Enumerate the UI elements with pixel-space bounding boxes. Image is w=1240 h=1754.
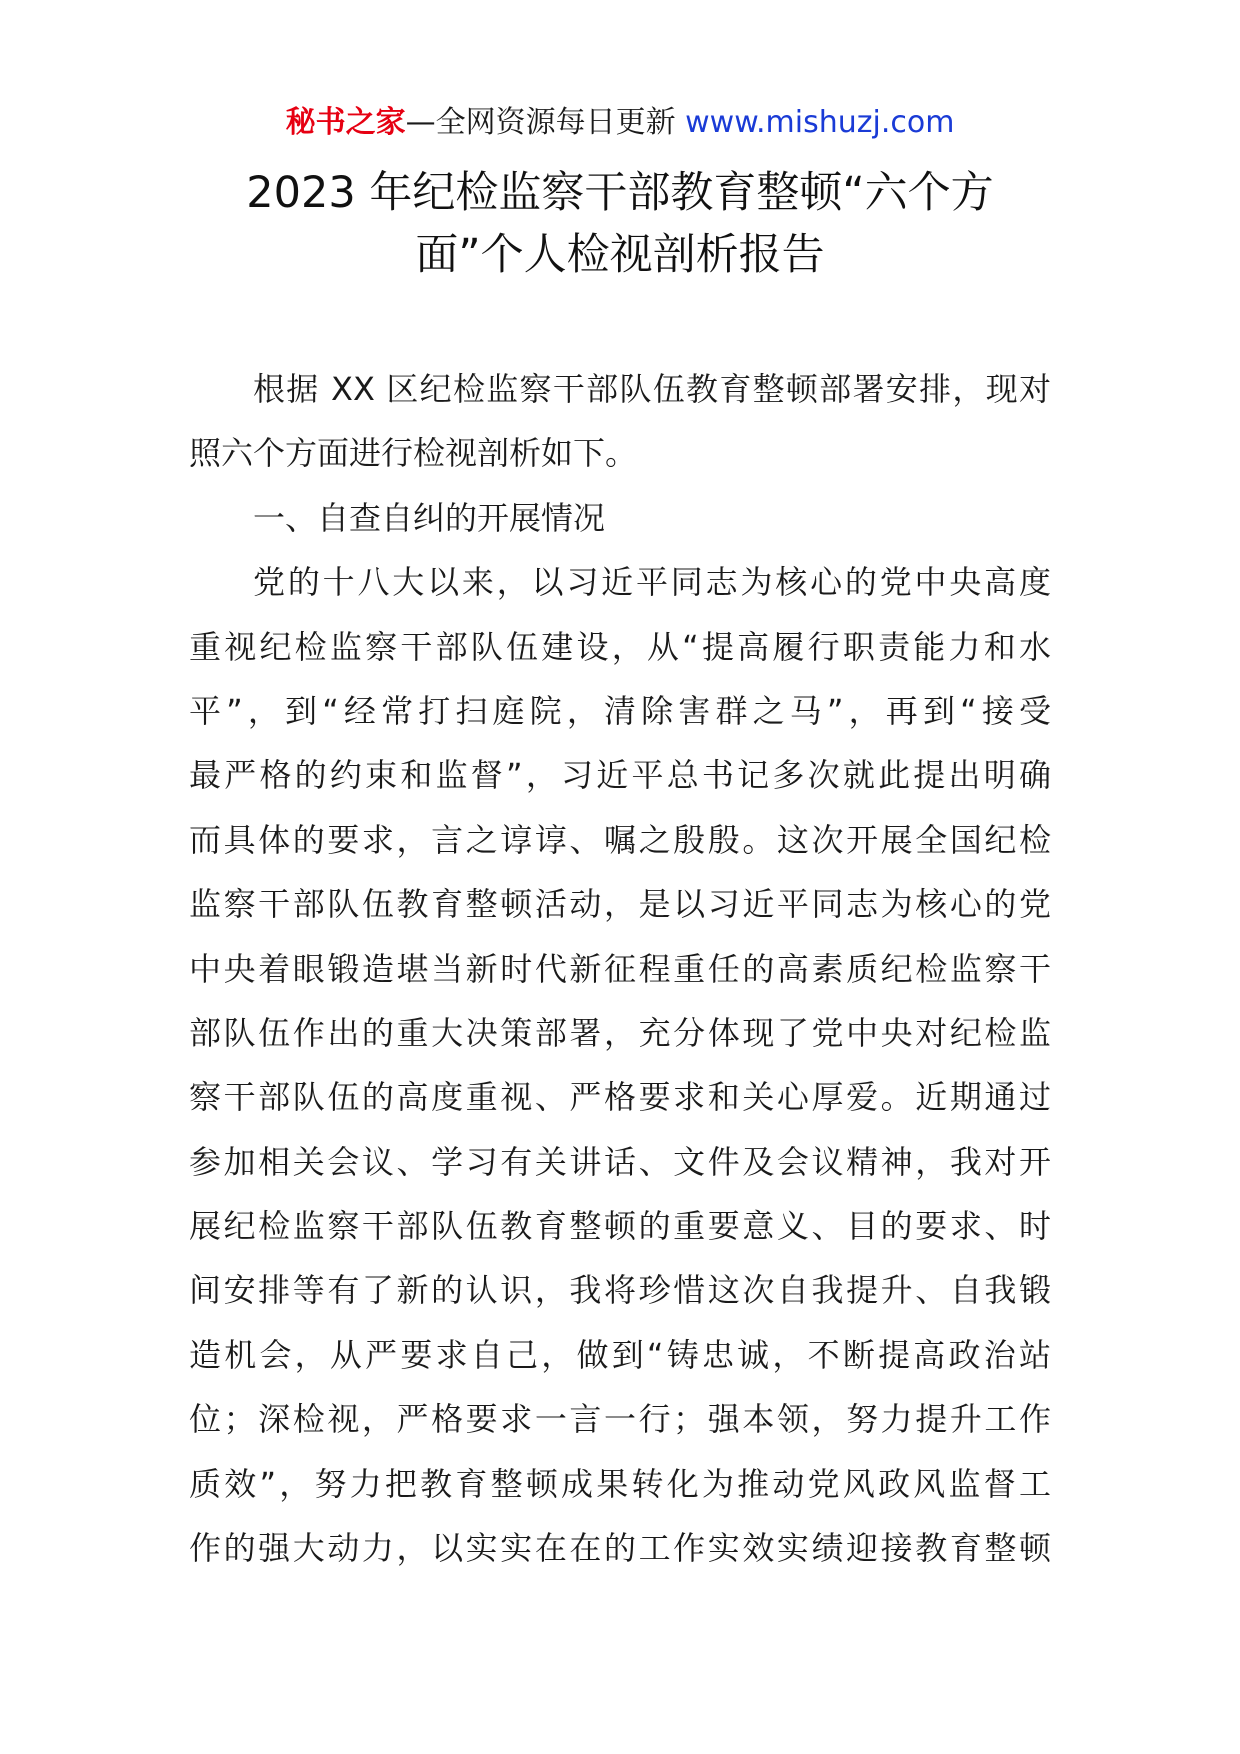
paragraph-line: 党的十八大以来，以习近平同志为核心的党中央高度 [253, 563, 1051, 602]
paragraph-line: 部队伍作出的重大决策部署，充分体现了党中央对纪检监 [189, 1013, 1051, 1052]
title-line-2: 面”个人检视剖析报告 [415, 230, 825, 280]
paragraph-line: 间安排等有了新的认识，我将珍惜这次自我提升、自我锻 [189, 1271, 1051, 1310]
header-site-link[interactable]: www.mishuzj.com [685, 105, 955, 140]
paragraph-line: 察干部队伍的高度重视、严格要求和关心厚爱。近期通过 [189, 1078, 1051, 1117]
paragraph-line: 质效”，努力把教育整顿成果转化为推动党风政风监督工 [189, 1464, 1051, 1503]
paragraph-line: 作的强大动力，以实实在在的工作实效实绩迎接教育整顿 [189, 1529, 1051, 1568]
paragraph-line: 展纪检监察干部队伍教育整顿的重要意义、目的要求、时 [189, 1207, 1051, 1246]
site-header [0, 103, 1240, 143]
paragraph-line: 监察干部队伍教育整顿活动，是以习近平同志为核心的党 [189, 885, 1051, 924]
paragraph-line: 造机会，从严要求自己，做到“铸忠诚，不断提高政治站 [189, 1335, 1051, 1374]
paragraph-line: 参加相关会议、学习有关讲话、文件及会议精神，我对开 [189, 1142, 1051, 1181]
paragraph-line: 位；深检视，严格要求一言一行；强本领，努力提升工作 [189, 1400, 1051, 1439]
intro-line: 根据 XX 区纪检监察干部队伍教育整顿部署安排，现对 [253, 370, 1051, 408]
title-line-1: 2023 年纪检监察干部教育整顿“六个方 [246, 168, 994, 218]
header-tagline: —全网资源每日更新 [405, 105, 676, 140]
document-body [189, 357, 1051, 1580]
paragraph-line: 中央着眼锻造堪当新时代新征程重任的高素质纪检监察干 [189, 949, 1051, 988]
intro-line: 照六个方面进行检视剖析如下。 [189, 434, 638, 473]
header-brand: 秘书之家 [285, 105, 406, 140]
paragraph-line: 平”，到“经常打扫庭院，清除害群之马”，再到“接受 [189, 691, 1051, 730]
section-heading: 一、自查自纠的开展情况 [253, 498, 606, 537]
paragraph-line: 最严格的约束和监督”，习近平总书记多次就此提出明确 [189, 756, 1051, 795]
document-title [150, 162, 1090, 286]
paragraph-line: 重视纪检监察干部队伍建设，从“提高履行职责能力和水 [189, 627, 1051, 666]
paragraph-line: 而具体的要求，言之谆谆、嘱之殷殷。这次开展全国纪检 [189, 820, 1051, 859]
